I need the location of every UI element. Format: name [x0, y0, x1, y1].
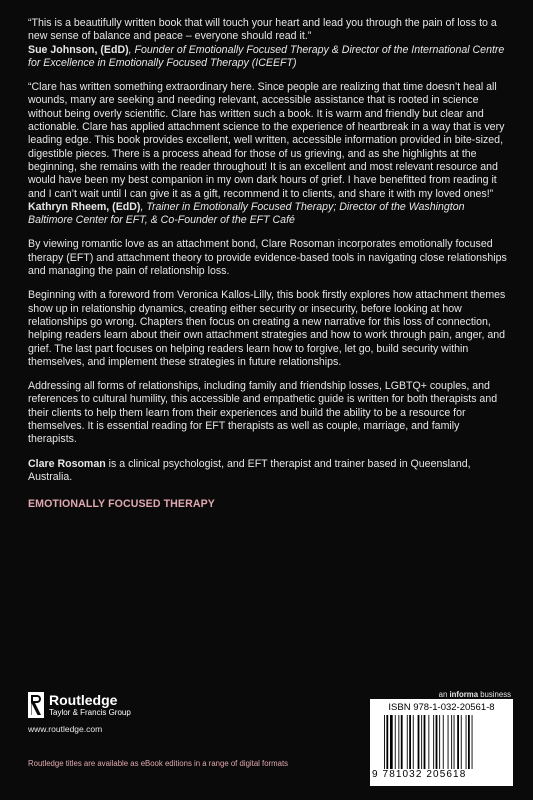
informa-business: [439, 690, 511, 699]
barcode-bar: [409, 715, 411, 769]
back-cover-text: [28, 17, 510, 512]
routledge-logo: [28, 692, 131, 718]
description-paragraph: By viewing romantic love as an attachment bond, Clare Rosoman incorporates emotionally focused therapy (EFT) and attachment theory to provide evidence-based tools in navigating close relationships and managing the pain of relationship loss.: [28, 238, 507, 278]
barcode-bar: [443, 715, 444, 769]
barcode-bar: [413, 715, 414, 769]
ebook-note: Routledge titles are available as eBook editions in a range of digital formats: [28, 759, 289, 768]
barcode-bar: [386, 715, 388, 769]
barcode-bar: [457, 715, 459, 769]
author-bio: [28, 458, 510, 485]
endorser-role: , Founder of Emotionally Focused Therapy & Director of the International Centre for Excellence in Emotionally Focused Therapy (ICEEFT): [28, 43, 505, 69]
barcode-digits: 9 781032 205618: [372, 769, 467, 780]
description-paragraph: Addressing all forms of relationships, including family and friendship losses, LGBTQ+ couples, and references to cultural humility, this accessible and empathetic guide is written for both therapists and their clients to help them learn from their experiences and build the ability to be a resource for themselves. It is essential reading for EFT therapists as well as couple, marriage, and family therapists.: [28, 380, 498, 446]
barcode-bar: [448, 715, 449, 769]
barcode-bar: [390, 715, 393, 769]
barcode-bar: [418, 715, 420, 769]
publisher-name: Routledge: [49, 691, 118, 708]
endorser-name: Sue Johnson, (EdD): [28, 43, 129, 56]
barcode-bar: [439, 715, 440, 769]
barcode-bar: [398, 715, 399, 769]
informa-prefix: an: [438, 690, 450, 699]
barcode-bar: [384, 715, 385, 769]
publisher-group: Taylor & Francis Group: [49, 707, 131, 717]
endorsement-text: “This is a beautifully written book that will touch your heart and lead you through the pain of loss to a new sense of balance and peace – everyone should read it.”: [28, 17, 497, 43]
routledge-wordmark: [49, 693, 131, 718]
publisher-url: www.routledge.com: [28, 724, 103, 734]
barcode-bar: [461, 715, 462, 769]
endorser-name: Kathryn Rheem, (EdD): [28, 200, 141, 213]
informa-suffix: business: [478, 690, 511, 699]
barcode-bar: [466, 715, 467, 769]
endorsement-attribution: [28, 201, 510, 228]
barcode-bar: [407, 715, 408, 769]
barcode-bar: [454, 715, 455, 769]
barcode-bar: [472, 715, 473, 769]
publisher-block: [28, 692, 131, 734]
endorsement-text: “Clare has written something extraordinary here. Since people are realizing that time doesn’t heal all wounds, many are seeking and needing relevant, accessible assistance that is rooted in science without being overly scientific. Clare has written such a book. It is warm and friendly but clear and actionable. Clare has applied attachment science to the experience of heartbreak in a way that is very leading edge. This book provides excellent, well written, accessible information provided in bite-sized, digestible pieces. There is a process ahead for those of us grieving, and as she highlights at the beginning, she remains with the reader throughout! It is an excellent and most relevant resource and would have been my best companion in my own dark hours of grief. I have benefitted from reading it and I can’t wait until I can give it as a gift, recommend it to clients, and share it with my loved ones!”: [28, 81, 505, 200]
endorsement-2: [28, 81, 510, 227]
barcode-bar: [436, 715, 438, 769]
endorsement-attribution: [28, 44, 510, 71]
informa-brand: informa: [449, 690, 479, 699]
barcode-bar: [428, 715, 429, 769]
barcode-bar: [421, 715, 422, 769]
barcode-bar: [451, 715, 452, 769]
author-bio-text: is a clinical psychologist, and EFT therapist and trainer based in Queensland, Australia.: [28, 457, 471, 483]
isbn-text: ISBN 978-1-032-20561-8: [388, 702, 495, 713]
barcode-bar: [468, 715, 470, 769]
barcode-icon: [382, 715, 504, 769]
barcode-bar: [395, 715, 396, 769]
endorser-role: , Trainer in Emotionally Focused Therapy; Director of the Washington Baltimore Center for EFT, & Co-Founder of the EFT Café: [28, 200, 465, 227]
description-paragraph: Beginning with a foreword from Veronica Kallos-Lilly, this book firstly explores how attachment themes show up in relationship dynamics, creating either security or insecurity, before looking at how relationships go wrong. Chapters then focus on creating a new narrative for this loss of connection, helping readers learn about their own attachment strategies and how to work through pain, anger, and grief. The last part focuses on helping readers learn how to forgive, let go, build security within themselves, and implement these strategies in future relationships.: [28, 289, 506, 368]
endorsement-1: [28, 17, 510, 70]
author-name: Clare Rosoman: [28, 457, 106, 470]
barcode-bar: [401, 715, 403, 769]
barcode-bar: [424, 715, 426, 769]
barcode-bar: [433, 715, 434, 769]
routledge-r-icon: [28, 692, 44, 718]
barcode-box: [370, 699, 513, 786]
series-label: EMOTIONALLY FOCUSED THERAPY: [28, 498, 215, 511]
